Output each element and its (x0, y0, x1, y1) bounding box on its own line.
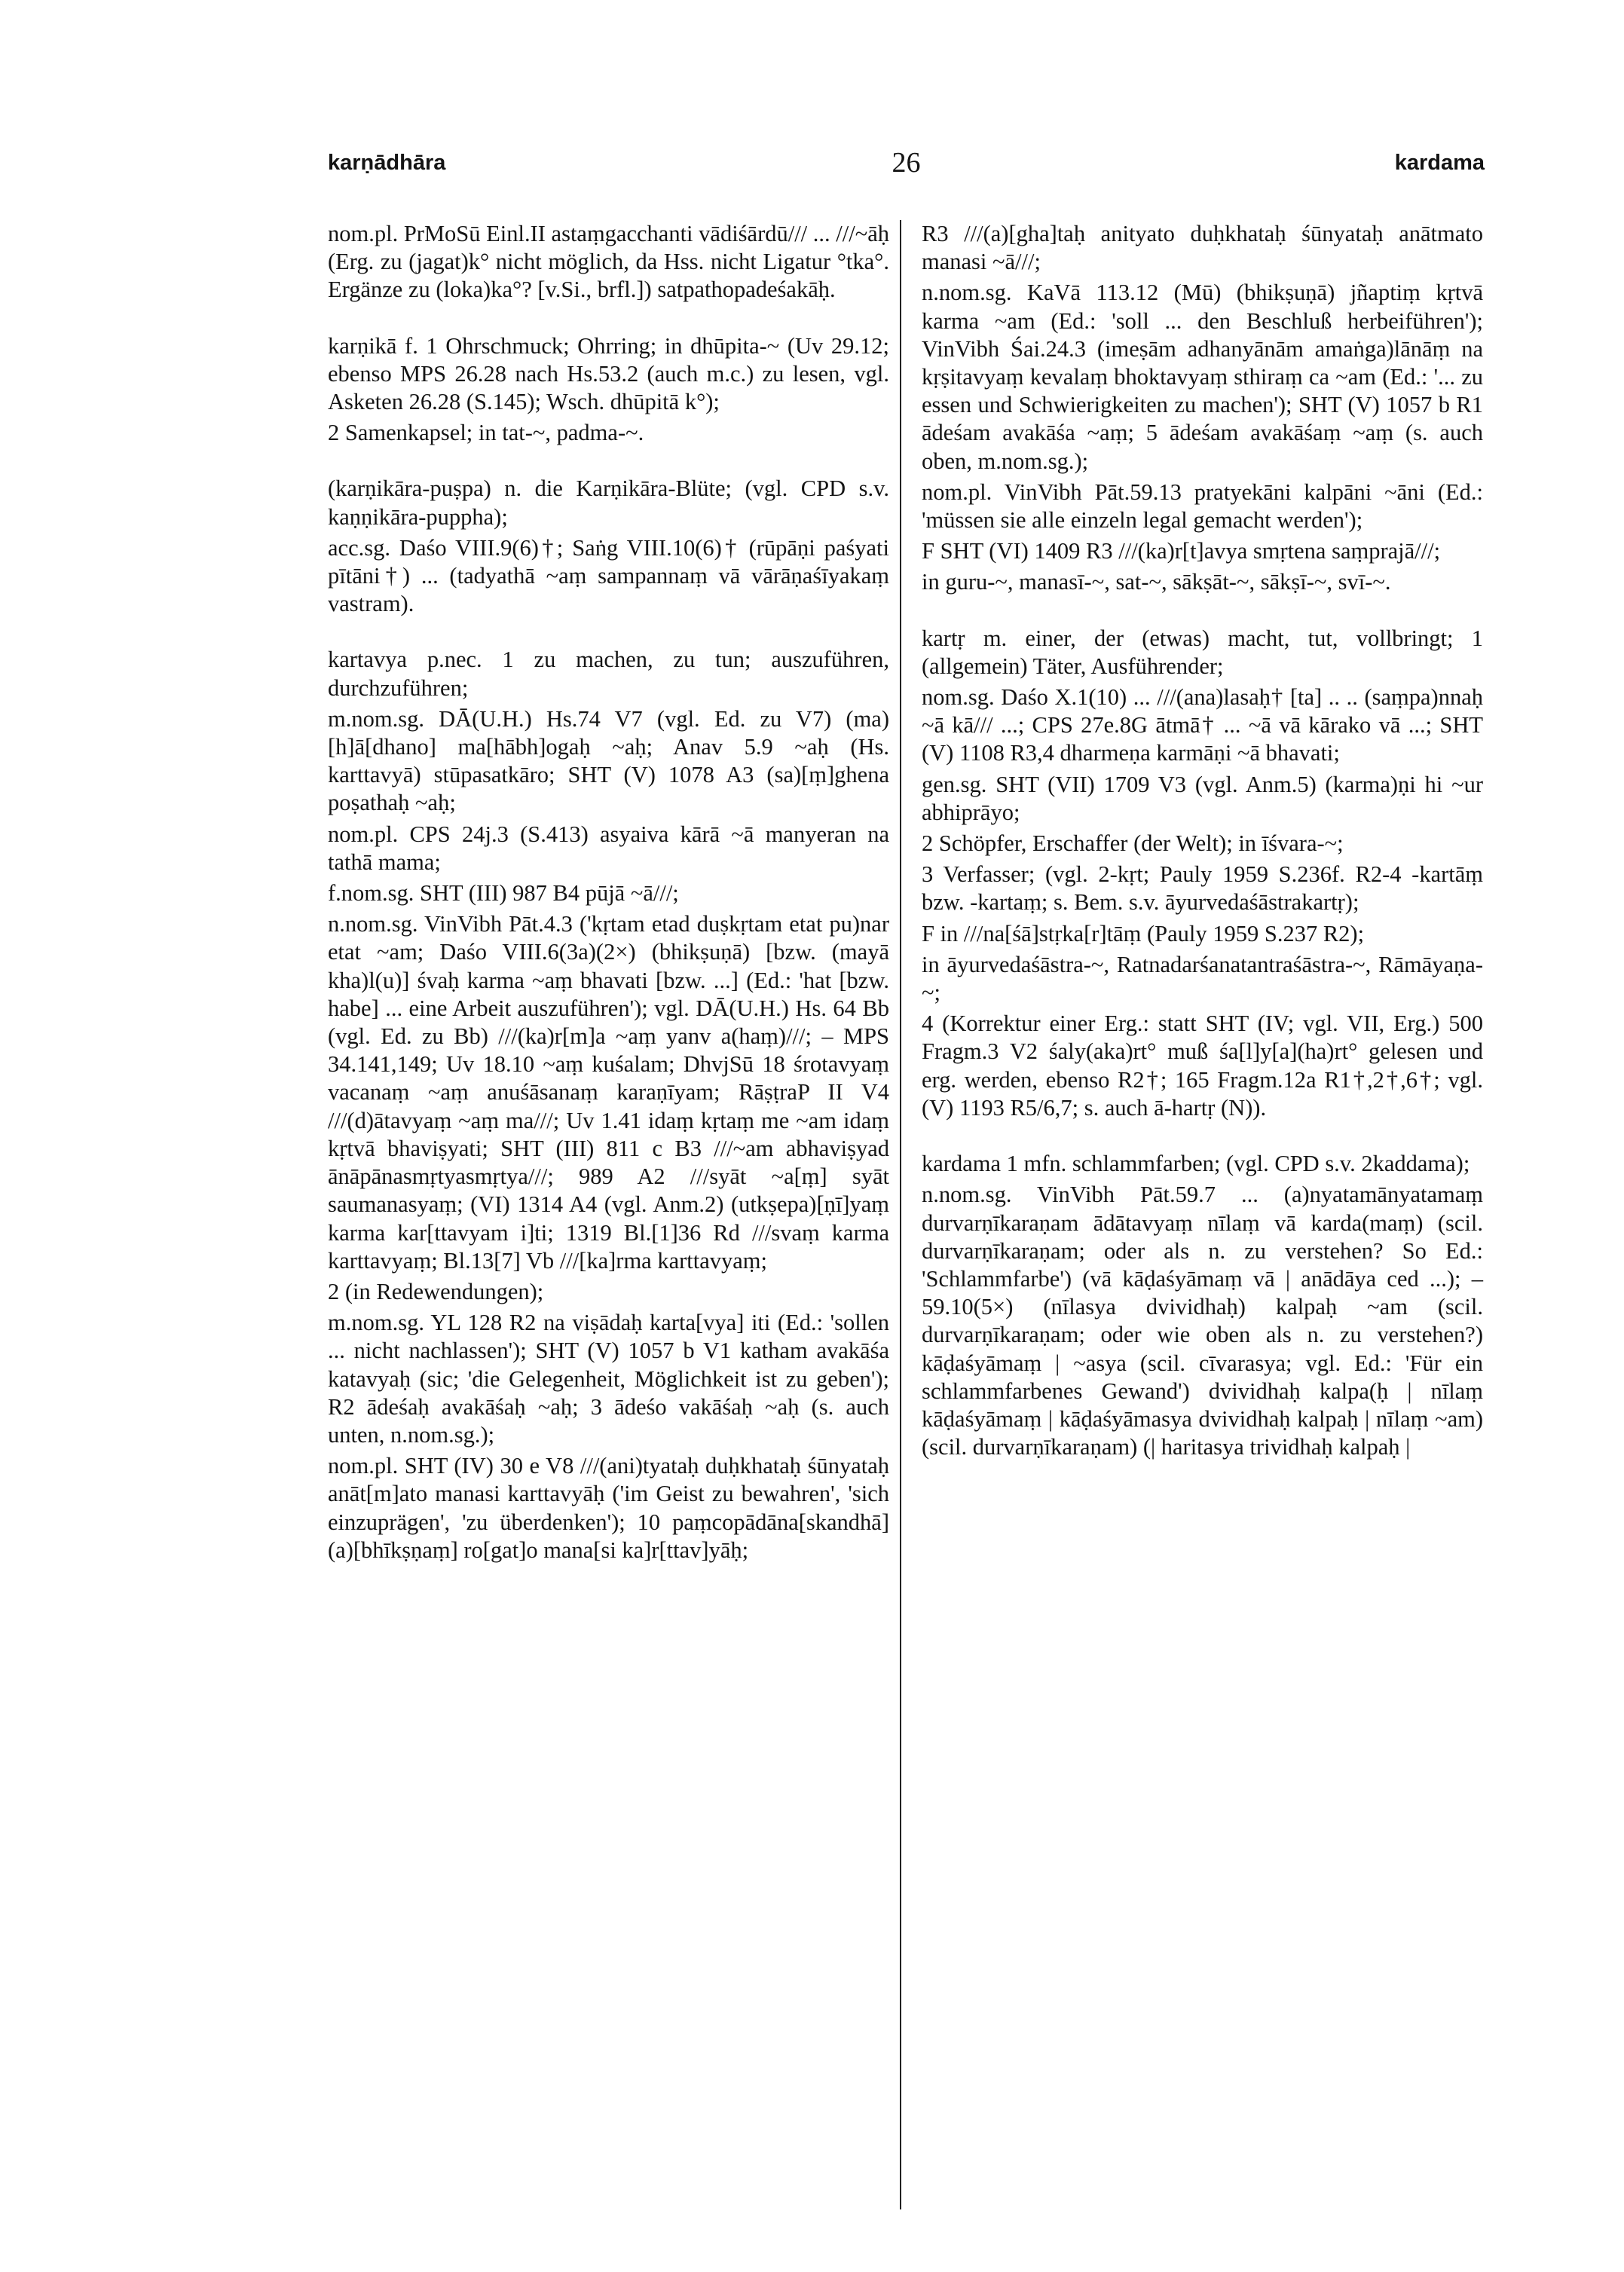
right-headword: kardama (1394, 151, 1485, 175)
entry-kartr (922, 625, 1483, 1122)
entry-line: 2 Schöpfer, Erschaffer (der Welt); in īśvara-~; (922, 830, 1344, 857)
entry-line: nom.pl. PrMoSū Einl.II astaṃgacchanti vādiśārdū/// ... ///~āḥ (Erg. zu (jagat)k° nicht möglich, da Hss. nicht Ligatur °tka°. Ergänze zu (loka)ka°? [v.Si., brfl.]) satpathopadeśakāḥ. (328, 221, 889, 303)
entry-line: m.nom.sg. YL 128 R2 na viṣādaḥ karta[vya] iti (Ed.: 'sollen ... nicht nachlassen'); SHT (V) 1057 b V1 katham avakāśa katavyaḥ (sic; 'die Gelegenheit, Möglichkeit ist zu geben'); R2 ādeśaḥ avakāśaḥ ~aḥ; 3 ādeśo vakāśaḥ ~aḥ (s. auch unten, n.nom.sg.); (328, 1310, 889, 1448)
entry-line: n.nom.sg. VinVibh Pāt.4.3 ('kṛtam etad duṣkṛtam etat pu)nar etat ~am; Daśo VIII.6(3a)(2×) (bhikṣuṇā) [bzw. (mayā kha)l(u)] śvaḥ karma ~aṃ bhavati [bzw. ...] (Ed.: 'hat [bzw. habe] ... eine Arbeit auszuführen'); vgl. DĀ(U.H.) Hs. 64 Bb (vgl. Ed. zu Bb) ///(ka)r[m]a ~aṃ yanv a(haṃ)///; – MPS 34.141,149; Uv 18.10 ~aṃ kuśalam; DhvjSū 18 śrotavyaṃ vacanaṃ ~aṃ anuśāsanaṃ karaṇīyam; RāṣṭraP II V4 ///(d)ātavyaṃ ~aṃ ma///; Uv 1.41 idaṃ kṛtaṃ me ~am idaṃ kṛtvā bhaviṣyati; SHT (III) 811 c B3 ///~am abhaviṣyad ānāpānasmṛtyasmṛtya///; 989 A2 ///syāt ~a[ṃ] syāt saumanasyaṃ; (VI) 1314 A4 (vgl. Anm.2) (utkṣepa)[ṇī]yaṃ karma kar[ttavyam i]ti; 1319 Bl.[1]36 Rd ///svaṃ karma karttavyaṃ; Bl.13[7] Vb ///[ka]rma karttavyaṃ; (328, 911, 889, 1274)
entry-line: 4 (Korrektur einer Erg.: statt SHT (IV; vgl. VII, Erg.) 500 Fragm.3 V2 śaly(aka)rt° muß śa[l]y[a](ha)rt° gelesen und erg. werden, ebenso R2†; 165 Fragm.12a R1†,2†,6†; vgl. (V) 1193 R5/6,7; s. auch ā-hartṛ (N)). (922, 1011, 1483, 1121)
entry-karnikara-puspa (328, 475, 889, 618)
entry-line: gen.sg. SHT (VII) 1709 V3 (vgl. Anm.5) (karma)ṇi hi ~ur abhiprāyo; (922, 771, 1483, 825)
entry-line: nom.pl. SHT (IV) 30 e V8 ///(ani)tyataḥ duḥkhataḥ śūnyataḥ anāt[m]ato manasi karttavyāḥ ('im Geist zu bewahren', 'sich einzuprägen', 'zu überdenken'); 10 paṃcopādāna[skandhā] (a)[bhīkṣṇaṃ] ro[gat]o mana[si ka]r[ttav]yāḥ; (328, 1453, 889, 1563)
left-headword: karṇādhāra (328, 151, 446, 175)
entry-kartavya (328, 646, 889, 1564)
entry-kardama (922, 1150, 1483, 1461)
entry-line: 3 Verfasser; (vgl. 2-kṛt; Pauly 1959 S.236f. R2-4 -kartāṃ bzw. -kartaṃ; s. Bem. s.v. āyurvedaśāstrakartṛ); (922, 861, 1483, 916)
entry-line: acc.sg. Daśo VIII.9(6)†; Saṅg VIII.10(6)† (rūpāṇi paśyati pītāni†) ... (tadyathā ~aṃ sampannaṃ vā vārāṇaśīyakaṃ vastram). (328, 534, 889, 617)
entry-line: nom.pl. VinVibh Pāt.59.13 pratyekāni kalpāni ~āni (Ed.: 'müssen sie alle einzeln legal gemacht werden'); (922, 479, 1483, 534)
entry-line: m.nom.sg. DĀ(U.H.) Hs.74 V7 (vgl. Ed. zu V7) (ma)[h]ā[dhano] ma[hābh]ogaḥ ~aḥ; Anav 5.9 ~aḥ (Hs. karttavyā) stūpasatkāro; SHT (V) 1078 A3 (sa)[ṃ]ghena poṣathaḥ ~aḥ; (328, 705, 889, 816)
entry-line: F in ///na[śā]stṛka[r]tāṃ (Pauly 1959 S.237 R2); (922, 920, 1365, 946)
entry-line: F SHT (VI) 1409 R3 ///(ka)r[t]avya smṛtena saṃprajā///; (922, 538, 1441, 564)
entry-line: karṇikā f. 1 Ohrschmuck; Ohrring; in dhūpita-~ (Uv 29.12; ebenso MPS 26.28 nach Hs.53.2 (auch m.c.) zu lesen, vgl. Asketen 26.28 (S.145); Wsch. dhūpitā k°); (328, 332, 889, 415)
page-number: 26 (892, 147, 921, 179)
entry-line: nom.sg. Daśo X.1(10) ... ///(ana)lasaḥ† [ta] .. .. (saṃpa)nnaḥ ~ā kā/// ...; CPS 27e.8G ātmā† ... ~ā vā kārako vā ...; SHT (V) 1108 R3,4 dharmeṇa karmāṇi ~ā bhavati; (922, 684, 1483, 766)
entry-line: kartavya p.nec. 1 zu machen, zu tun; auszuführen, durchzuführen; (328, 647, 889, 701)
column-divider (900, 220, 901, 2209)
entry-line: in guru-~, manasī-~, sat-~, sākṣāt-~, sākṣī-~, svī-~. (922, 569, 1391, 595)
entry-line: 2 (in Redewendungen); (328, 1278, 544, 1304)
entry-karnika (328, 332, 889, 448)
entry-line: in āyurvedaśāstra-~, Ratnadarśanatantraśāstra-~, Rāmāyaṇa-~; (922, 951, 1483, 1006)
entry-line: R3 ///(a)[gha]taḥ anityato duḥkhataḥ śūnyataḥ anātmato manasi ~ā///; (922, 221, 1483, 275)
entry-line: n.nom.sg. VinVibh Pāt.59.7 ... (a)nyatamānyatamaṃ durvarṇīkaraṇam ādātavyaṃ nīlaṃ vā karda(maṃ) (scil. durvarṇīkaraṇam; oder als n. zu verstehen? So Ed.: 'Schlammfarbe') (vā kāḍaśyāmaṃ vā | anādāya ced ...); – 59.10(5×) (nīlasya dvividhaḥ) kalpaḥ ~am (scil. durvarṇīkaraṇam; oder wie oben als n. zu verstehen?) kāḍaśyāmaṃ | ~asya (scil. cīvarasya; vgl. Ed.: 'Für ein schlammfarbenes Gewand') dvividhaḥ kalpa(ḥ | nīlaṃ kāḍaśyāmaṃ | kāḍaśyāmasya dvividhaḥ kalpaḥ | nīlaṃ ~am) (scil. durvarṇīkaraṇam) (| haritasya trividhaḥ kalpaḥ | (922, 1182, 1483, 1460)
entry-line: 2 Samenkapsel; in tat-~, padma-~. (328, 420, 644, 446)
left-column (328, 220, 889, 1592)
entry-line: n.nom.sg. KaVā 113.12 (Mū) (bhikṣuṇā) jñaptiṃ kṛtvā karma ~am (Ed.: 'soll ... den Beschluß herbeiführen'); VinVibh Śai.24.3 (imeṣām adhanyānām amaṅga)lānāṃ na kṛṣitavyaṃ kevalaṃ bhoktavyaṃ sthiraṃ ca ~am (Ed.: '... zu essen und Schwierigkeiten zu machen'); SHT (V) 1057 b R1 ādeśam avakāśa ~aṃ; 5 ādeśam avakāśaṃ ~aṃ (s. auch oben, m.nom.sg.); (922, 280, 1483, 474)
entry-continuation (328, 220, 889, 304)
right-column (922, 220, 1483, 1489)
entry-line: nom.pl. CPS 24j.3 (S.413) asyaiva kārā ~ā manyeran na tathā mama; (328, 821, 889, 875)
entry-line: kartṛ m. einer, der (etwas) macht, tut, vollbringt; 1 (allgemein) Täter, Ausführender; (922, 625, 1483, 679)
entry-kartavya-continued (922, 220, 1483, 597)
entry-line: kardama 1 mfn. schlammfarben; (vgl. CPD s.v. 2kaddama); (922, 1151, 1470, 1177)
entry-line: f.nom.sg. SHT (III) 987 B4 pūjā ~ā///; (328, 880, 679, 907)
running-header (328, 147, 1485, 196)
entry-line: (karṇikāra-puṣpa) n. die Karṇikāra-Blüte; (vgl. CPD s.v. kaṇṇikāra-puppha); (328, 475, 889, 530)
